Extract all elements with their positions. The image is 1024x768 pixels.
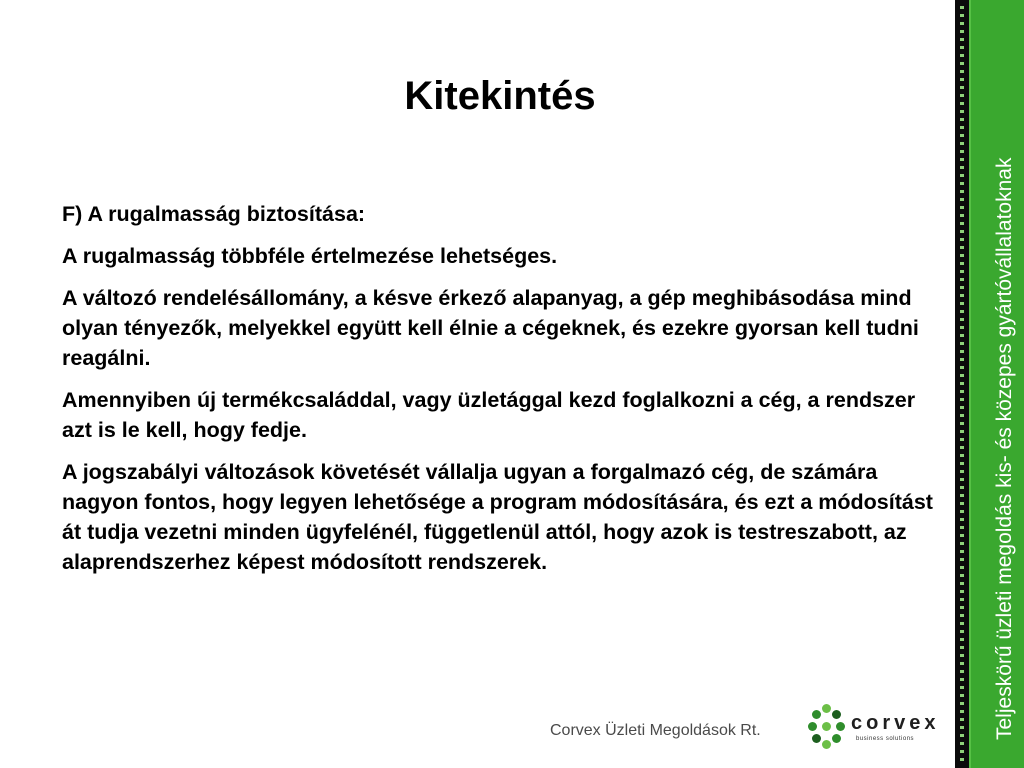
corvex-logo (808, 704, 940, 750)
sidebar-divider (969, 0, 971, 768)
paragraph-heading: F) A rugalmasság biztosítása: (62, 202, 366, 226)
logo-tagline: business solutions (856, 736, 915, 742)
logo-wordmark: corvex (851, 712, 940, 734)
footer-company-name: Corvex Üzleti Megoldások Rt. (550, 722, 761, 739)
sidebar-slogan: Teljeskörű üzleti megoldás kis- és közepes gyártóvállalatoknak (993, 157, 1016, 740)
slide-title: Kitekintés (404, 74, 596, 118)
paragraph-3: Amennyiben új termékcsaláddal, vagy üzletággal kezd foglalkozni a cég, a rendszer azt is le kell, hogy fedje. (62, 388, 916, 442)
paragraph-2: A változó rendelésállomány, a késve érkező alapanyag, a gép meghibásodása mind olyan tényezők, melyekkel együtt kell élnie a cégeknek, és ezekre gyorsan kell tudni reagálni. (62, 286, 919, 370)
logo-dots-icon (808, 704, 848, 750)
paragraph-1: A rugalmasság többféle értelmezése lehetséges. (62, 244, 558, 268)
slide-body (62, 199, 942, 589)
sidebar-dotted-line (960, 6, 964, 762)
paragraph-4: A jogszabályi változások követését vállalja ugyan a forgalmazó cég, de számára nagyon fontos, hogy legyen lehetősége a program módosítására, és ezt a módosítást át tudja vezetni minden ügyfelénél, függetlenül attól, hogy azok is testreszabott, az alaprendszerhez képest módosított rendszerek. (62, 460, 933, 574)
